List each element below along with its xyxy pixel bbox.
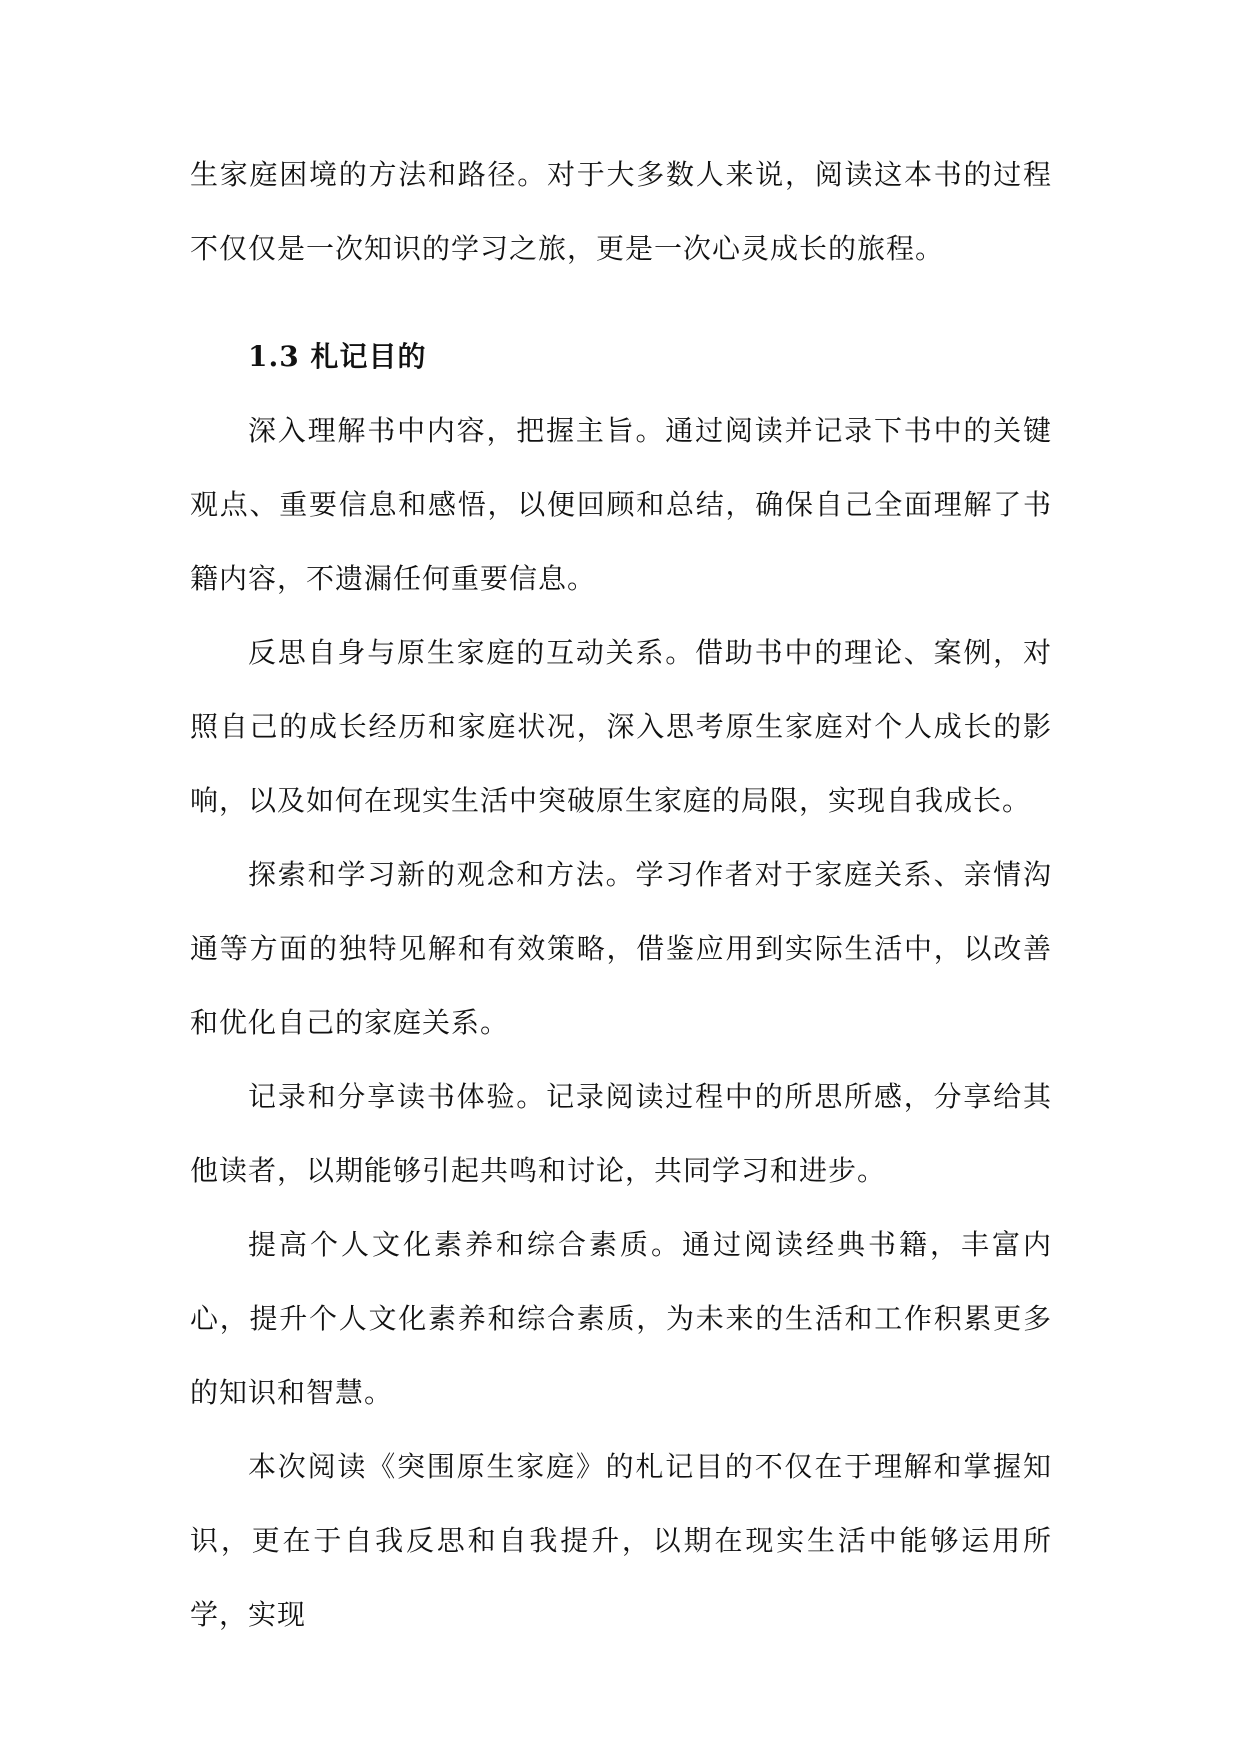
body-paragraph-6: 本次阅读《突围原生家庭》的札记目的不仅在于理解和掌握知识，更在于自我反思和自我提升，以期在现实生活中能够运用所学，实现 — [190, 1450, 1052, 1631]
section-heading: 1.3 札记目的 — [248, 340, 427, 373]
body-paragraph-2: 反思自身与原生家庭的互动关系。借助书中的理论、案例，对照自己的成长经历和家庭状况，深入思考原生家庭对个人成长的影响，以及如何在现实生活中突破原生家庭的局限，实现自我成长。 — [190, 636, 1052, 817]
body-paragraph-3: 探索和学习新的观念和方法。学习作者对于家庭关系、亲情沟通等方面的独特见解和有效策略，借鉴应用到实际生活中，以改善和优化自己的家庭关系。 — [190, 858, 1052, 1039]
body-paragraph-4: 记录和分享读书体验。记录阅读过程中的所思所感，分享给其他读者，以期能够引起共鸣和讨论，共同学习和进步。 — [190, 1080, 1052, 1187]
page-content — [190, 138, 1052, 1652]
continuation-paragraph: 生家庭困境的方法和路径。对于大多数人来说，阅读这本书的过程不仅仅是一次知识的学习之旅，更是一次心灵成长的旅程。 — [190, 158, 1052, 265]
body-paragraph-5: 提高个人文化素养和综合素质。通过阅读经典书籍，丰富内心，提升个人文化素养和综合素质，为未来的生活和工作积累更多的知识和智慧。 — [190, 1228, 1052, 1409]
body-paragraph-1: 深入理解书中内容，把握主旨。通过阅读并记录下书中的关键观点、重要信息和感悟，以便回顾和总结，确保自己全面理解了书籍内容，不遗漏任何重要信息。 — [190, 414, 1052, 595]
